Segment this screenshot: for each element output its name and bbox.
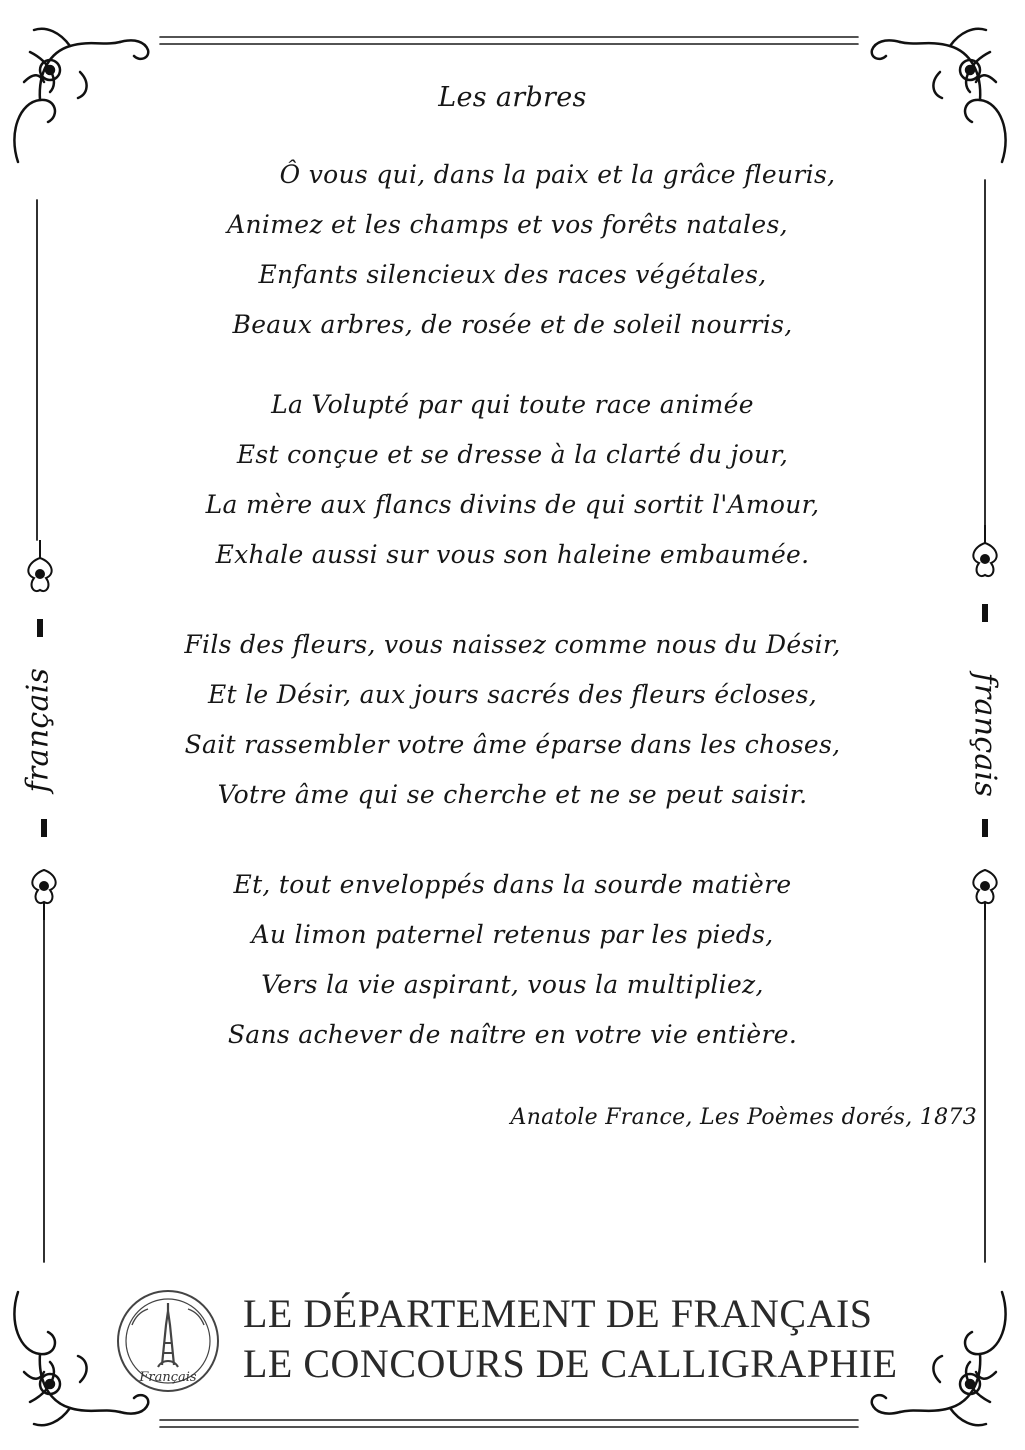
department-stamp-icon (112, 1285, 224, 1415)
poem-line: Beaux arbres, de rosée et de soleil nourris, (232, 310, 793, 339)
poem-line: Exhale aussi sur vous son haleine embaumée. (215, 540, 810, 569)
poem-line: Et le Désir, aux jours sacrés des fleurs écloses, (207, 680, 818, 709)
side-label-left: français (20, 667, 56, 793)
stanza-2 (0, 380, 1025, 580)
poem-line: Au limon paternel retenus par les pieds, (251, 920, 774, 949)
poem-line: La Volupté par qui toute race animée (271, 390, 754, 419)
poem-line: Votre âme qui se cherche et ne se peut saisir. (217, 780, 808, 809)
poem-line: Fils des fleurs, vous naissez comme nous du Désir, (184, 630, 841, 659)
poem-line: Ô vous qui, dans la paix et la grâce fleuris, (279, 160, 836, 189)
footer-department: LE DÉPARTEMENT DE FRANÇAIS (243, 1291, 873, 1336)
stanza-4 (0, 860, 1025, 1060)
footer-contest: LE CONCOURS DE CALLIGRAPHIE (243, 1341, 898, 1386)
poem-attribution: Anatole France, Les Poèmes dorés, 1873 (510, 1105, 977, 1130)
poem-line: Et, tout enveloppés dans la sourde matière (233, 870, 792, 899)
poem-line: Est conçue et se dresse à la clarté du jour, (236, 440, 789, 469)
stamp-label: Français (139, 1370, 197, 1385)
poem-line: La mère aux flancs divins de qui sortit l'Amour, (205, 490, 820, 519)
side-label-right: français (967, 672, 1003, 798)
stanza-3 (0, 620, 1025, 820)
poem-line: Sans achever de naître en votre vie entière. (227, 1020, 798, 1049)
poem-line: Sait rassembler votre âme éparse dans les choses, (184, 730, 841, 759)
poem-line: Vers la vie aspirant, vous la multipliez, (261, 970, 764, 999)
stanza-1 (0, 150, 1025, 350)
poem-line: Enfants silencieux des races végétales, (258, 260, 767, 289)
poem-title: Les arbres (438, 82, 587, 113)
poem-line: Animez et les champs et vos forêts natales, (227, 210, 788, 239)
